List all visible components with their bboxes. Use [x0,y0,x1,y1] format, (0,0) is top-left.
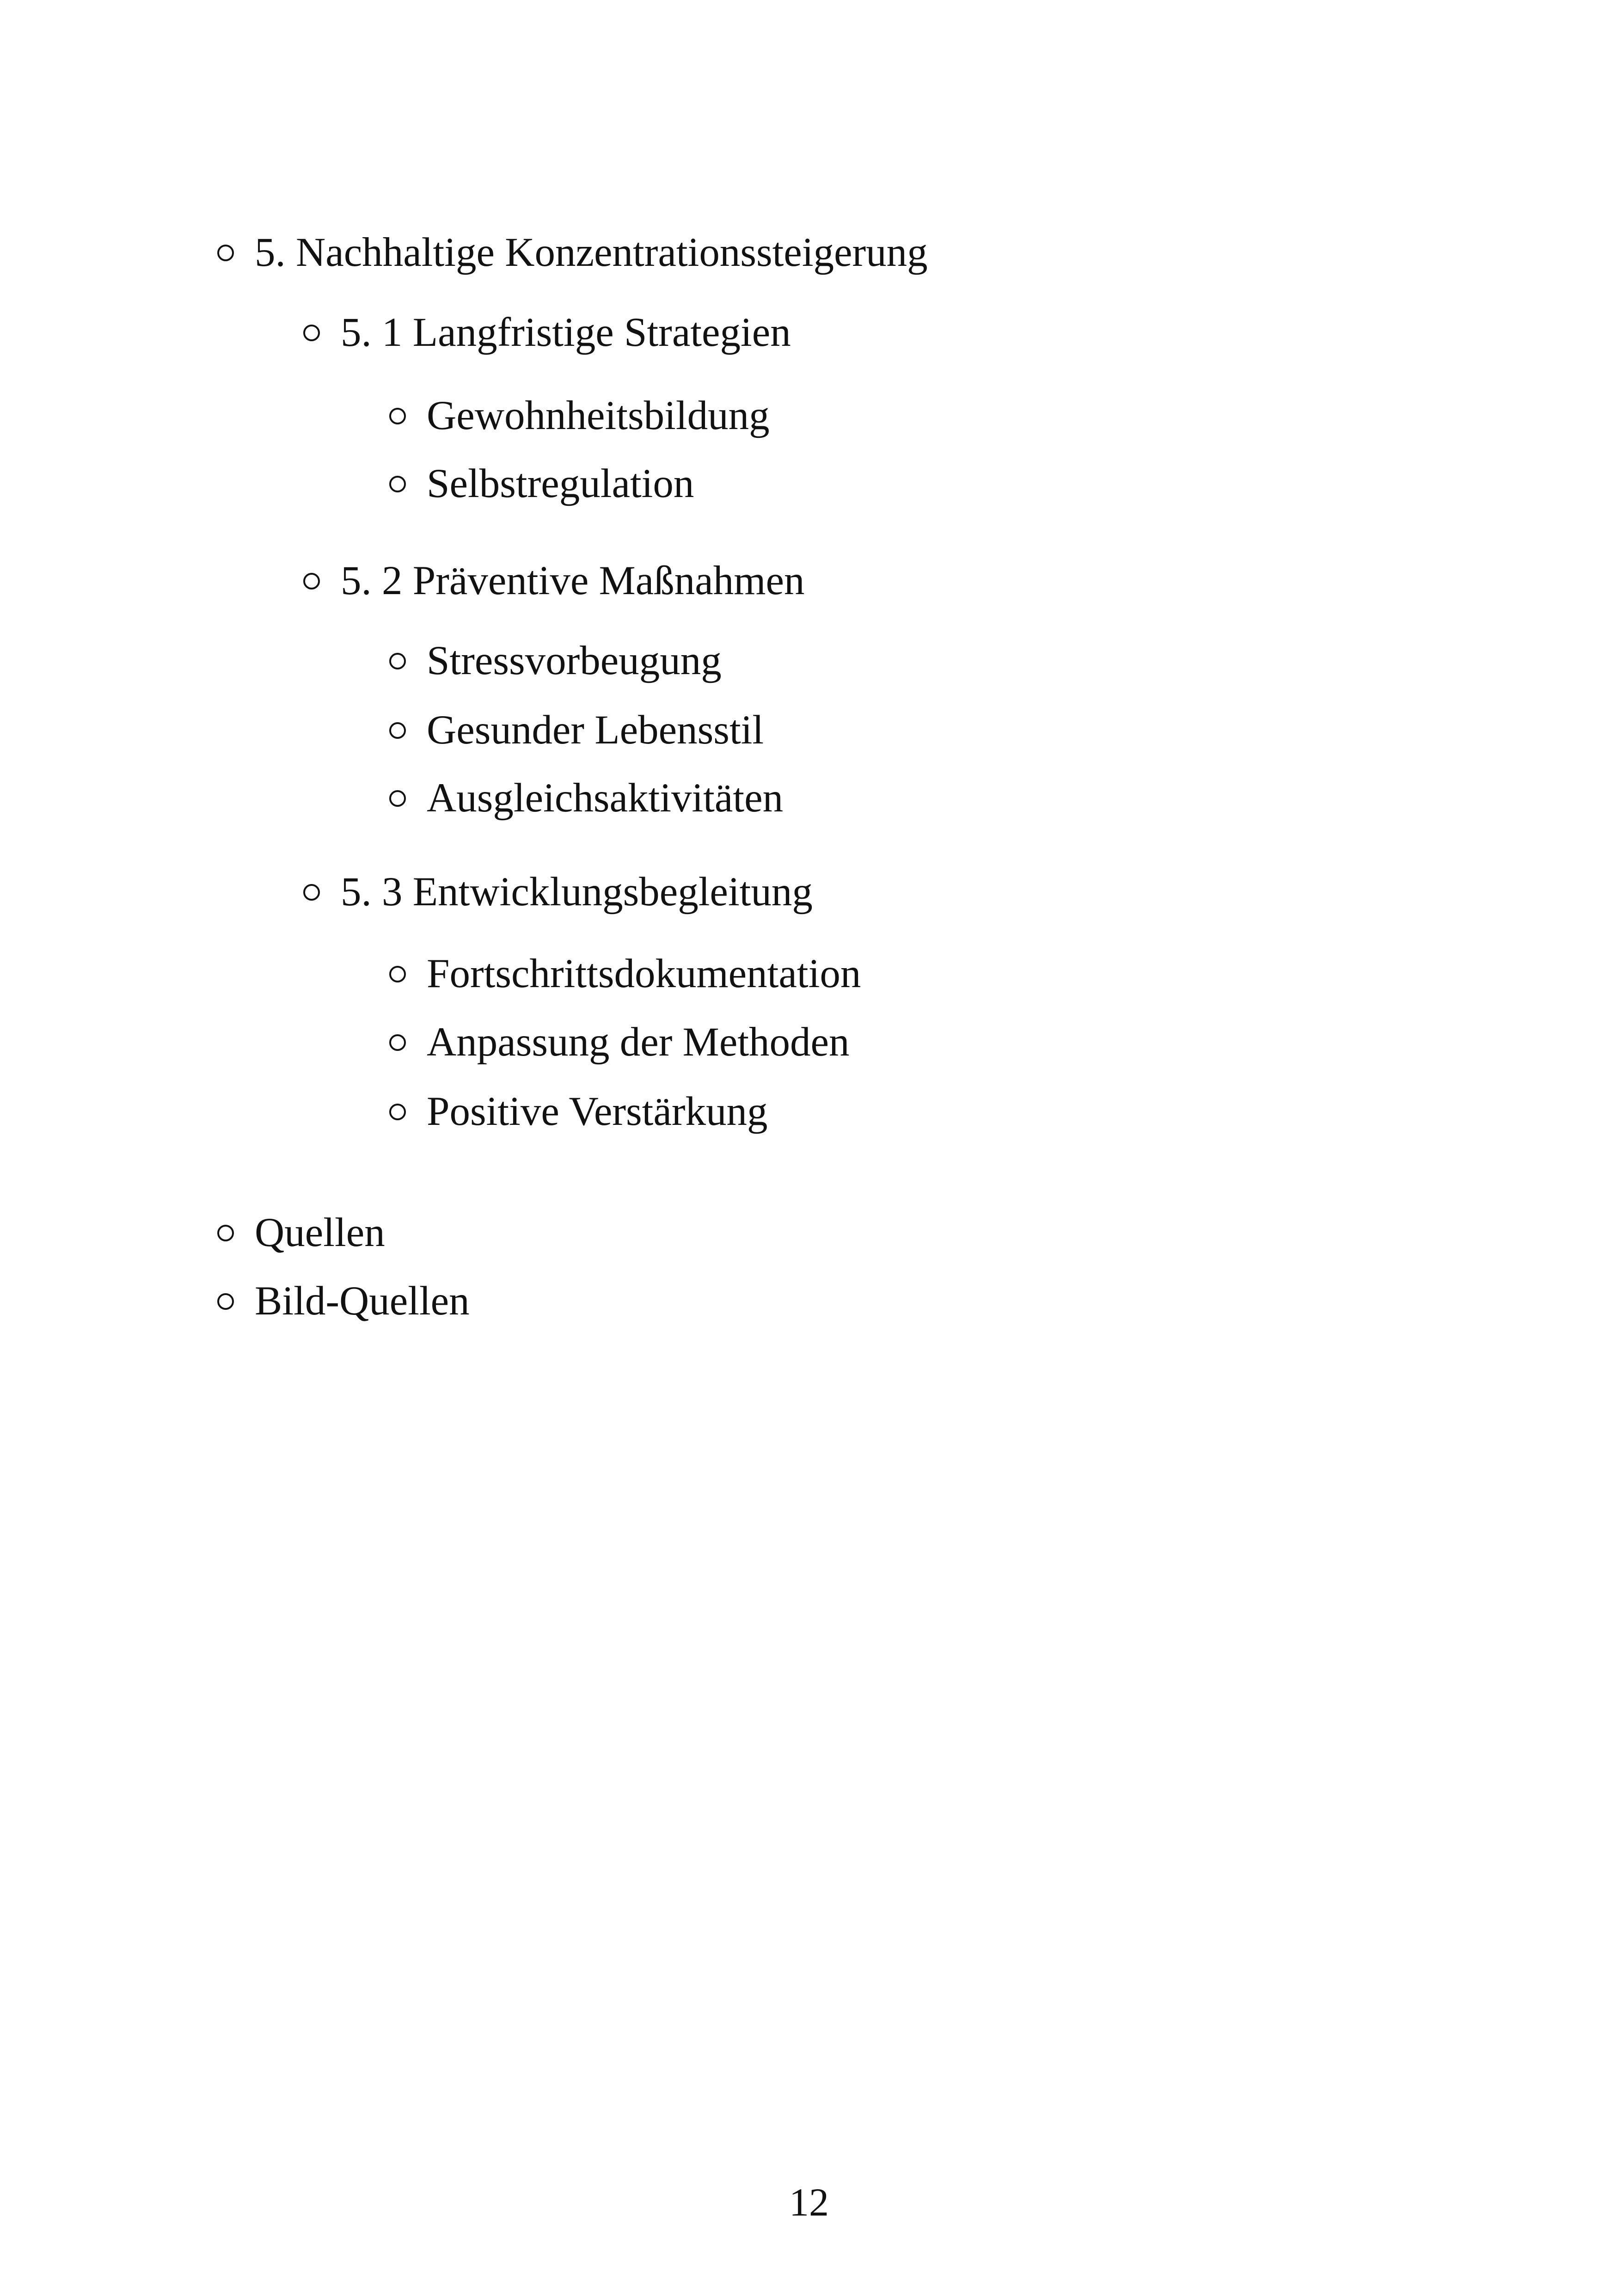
circle-bullet-icon [389,722,406,739]
toc-label: Selbstregulation [427,461,694,506]
toc-label: Bild-Quellen [255,1278,470,1324]
circle-bullet-icon [389,476,406,492]
circle-bullet-icon [389,966,406,982]
circle-bullet-icon [389,408,406,424]
toc-label: Ausgleichsaktivitäten [427,775,784,821]
toc-label: Stressvorbeugung [427,638,722,683]
toc-entry-ausgleichsaktivitaeten[interactable] [389,775,784,821]
toc-entry-selbstregulation[interactable] [389,463,694,504]
toc-label: 5. Nachhaltige Konzentrationssteigerung [255,230,928,275]
toc-entry-5-3[interactable] [303,869,813,915]
toc-entry-gesunder-lebensstil[interactable] [389,707,764,753]
circle-bullet-icon [217,245,234,261]
toc-entry-bild-quellen[interactable] [217,1278,470,1324]
circle-bullet-icon [217,1225,234,1241]
toc-label: Anpassung der Methoden [427,1019,850,1065]
toc-label: 5. 3 Entwicklungsbegleitung [341,869,813,915]
toc-entry-5-1[interactable] [303,312,791,353]
page-number: 12 [789,2180,829,2224]
toc-label: Positive Verstärkung [427,1089,768,1134]
circle-bullet-icon [303,573,320,589]
toc-entry-fortschrittsdokumentation[interactable] [389,953,861,995]
toc-entry-anpassung-der-methoden[interactable] [389,1019,850,1065]
toc-label: Gesunder Lebensstil [427,707,764,753]
circle-bullet-icon [389,1034,406,1051]
circle-bullet-icon [389,1104,406,1120]
toc-label: 5. 2 Präventive Maßnahmen [341,558,805,603]
toc-entry-5-2[interactable] [303,560,804,602]
circle-bullet-icon [303,325,320,341]
toc-label: Fortschrittsdokumentation [427,951,861,996]
toc-entry-section-5[interactable] [217,232,928,273]
toc-entry-quellen[interactable] [217,1212,385,1253]
toc-entry-positive-verstaerkung[interactable] [389,1091,768,1132]
toc-label: 5. 1 Langfristige Strategien [341,310,791,355]
toc-label: Quellen [255,1210,385,1255]
circle-bullet-icon [389,790,406,807]
circle-bullet-icon [389,653,406,669]
toc-label: Gewohnheitsbildung [427,393,770,438]
toc-entry-stressvorbeugung[interactable] [389,640,722,681]
toc-entry-gewohnheitsbildung[interactable] [389,395,770,436]
circle-bullet-icon [217,1293,234,1310]
circle-bullet-icon [303,884,320,901]
